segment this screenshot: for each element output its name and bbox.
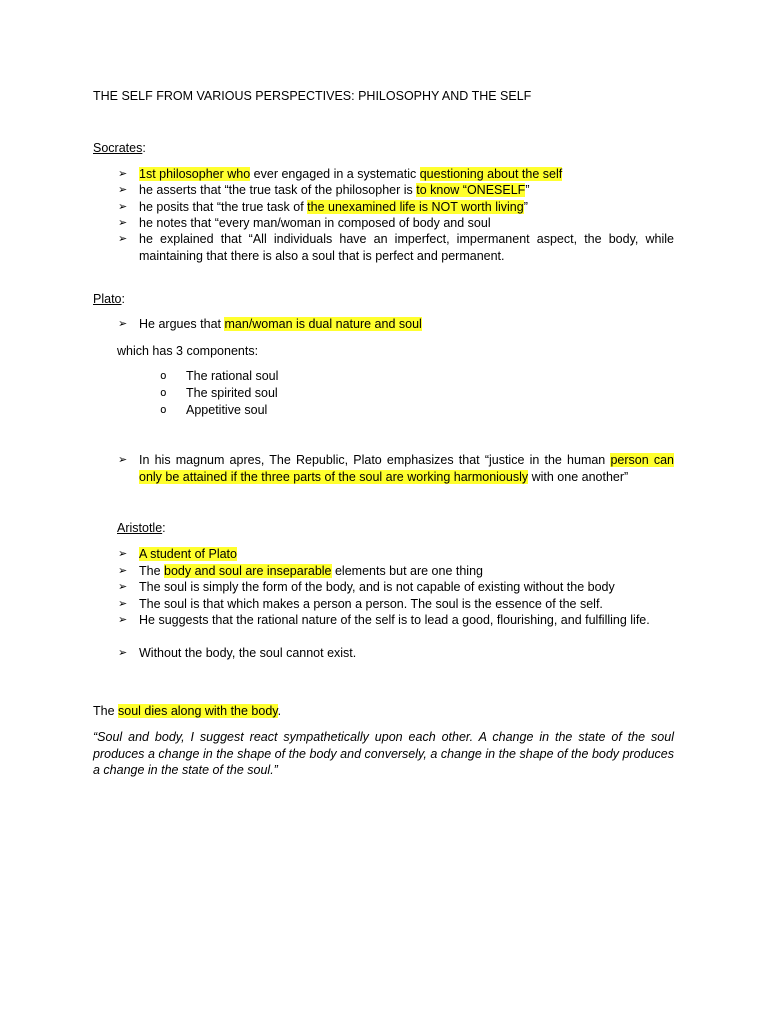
plato-heading-text: Plato [93,292,122,306]
closing-quote: “Soul and body, I suggest react sympathetically upon each other. A change in the state of the soul produces a change in the shape of the body and conversely, a change in the shape of the body produces a change in the state of the soul.” [93,730,674,777]
plato-component: The rational soul [186,369,279,383]
aristotle-heading-text: Aristotle [117,521,163,535]
text-run: he notes that “every man/woman in composed of body and soul [139,216,491,230]
text-run: He suggests that the rational nature of the self is to lead a good, flourishing, and fulfilling life. [139,613,650,627]
document-title: THE SELF FROM VARIOUS PERSPECTIVES: PHILOSOPHY AND THE SELF [93,89,532,103]
arrow-bullet-icon: ➢ [118,580,128,593]
text-run: ” [525,183,530,197]
arrow-bullet-icon: ➢ [118,564,128,577]
plato-component: The spirited soul [186,386,278,400]
plato-component: Appetitive soul [186,403,268,417]
arrow-bullet-icon: ➢ [118,216,128,229]
text-run: he asserts that “the true task of the philosopher is [139,183,417,197]
aristotle-heading-colon: : [162,521,166,535]
arrow-bullet-icon: ➢ [118,453,128,466]
highlighted-text: to know “ONESELF [416,183,526,197]
aristotle-item-2 [139,563,674,580]
highlighted-text: man/woman is dual nature and soul [224,317,422,331]
text-run: . [277,704,282,718]
circle-bullet-icon: o [160,369,167,382]
aristotle-item-6 [139,645,674,662]
arrow-bullet-icon: ➢ [118,167,128,180]
text-run: ever engaged in a systematic [250,167,420,181]
plato-heading [93,291,125,307]
text-run: he explained that “All individuals have an imperfect, impermanent aspect, the body, while maintaining that there is also a soul that is perfect and permanent. [139,232,674,263]
socrates-item-5 [139,231,674,264]
text-run: The [139,564,165,578]
plato-item-1 [139,316,674,333]
aristotle-item-5 [139,612,674,629]
circle-bullet-icon: o [160,403,167,416]
arrow-bullet-icon: ➢ [118,597,128,610]
highlighted-text: the unexamined life is NOT worth living [307,200,524,214]
arrow-bullet-icon: ➢ [118,547,128,560]
arrow-bullet-icon: ➢ [118,232,128,245]
socrates-heading-colon: : [142,141,146,155]
socrates-item-3 [139,199,674,216]
circle-bullet-icon: o [160,386,167,399]
highlighted-text: A student of Plato [139,547,237,561]
arrow-bullet-icon: ➢ [118,613,128,626]
socrates-heading-text: Socrates [93,141,143,155]
text-run: The [93,704,119,718]
aristotle-item-4 [139,596,674,613]
aristotle-item-1 [139,546,674,563]
text-run: The soul is simply the form of the body, and is not capable of existing without the body [139,580,615,594]
arrow-bullet-icon: ➢ [118,317,128,330]
text-run: ” [523,200,528,214]
arrow-bullet-icon: ➢ [118,646,128,659]
highlighted-text: body and soul are inseparable [164,564,332,578]
highlighted-text: questioning about the self [419,167,563,181]
aristotle-item-3 [139,579,674,596]
plato-item-2 [139,452,674,485]
highlighted-text: person can only be attained if the three parts of the soul are working harmoniously [139,453,674,484]
text-run: The soul is that which makes a person a person. The soul is the essence of the self. [139,597,603,611]
text-run: He argues that [139,317,225,331]
arrow-bullet-icon: ➢ [118,183,128,196]
text-run: Without the body, the soul cannot exist. [139,646,357,660]
socrates-item-4 [139,215,674,232]
socrates-item-1 [139,166,674,183]
highlighted-text: 1st philosopher who [139,167,251,181]
text-run: In his magnum apres, The Republic, Plato emphasizes that “justice in the human [139,453,611,467]
socrates-heading [93,140,146,156]
arrow-bullet-icon: ➢ [118,200,128,213]
text-run: elements but are one thing [331,564,483,578]
text-run: he posits that “the true task of [139,200,308,214]
text-run: with one another” [528,469,629,484]
aristotle-heading [117,520,166,536]
socrates-item-2 [139,182,674,199]
plato-heading-colon: : [121,292,125,306]
highlighted-text: soul dies along with the body [118,704,278,718]
plato-components-intro: which has 3 components: [117,344,259,358]
conclusion-line [93,703,281,719]
